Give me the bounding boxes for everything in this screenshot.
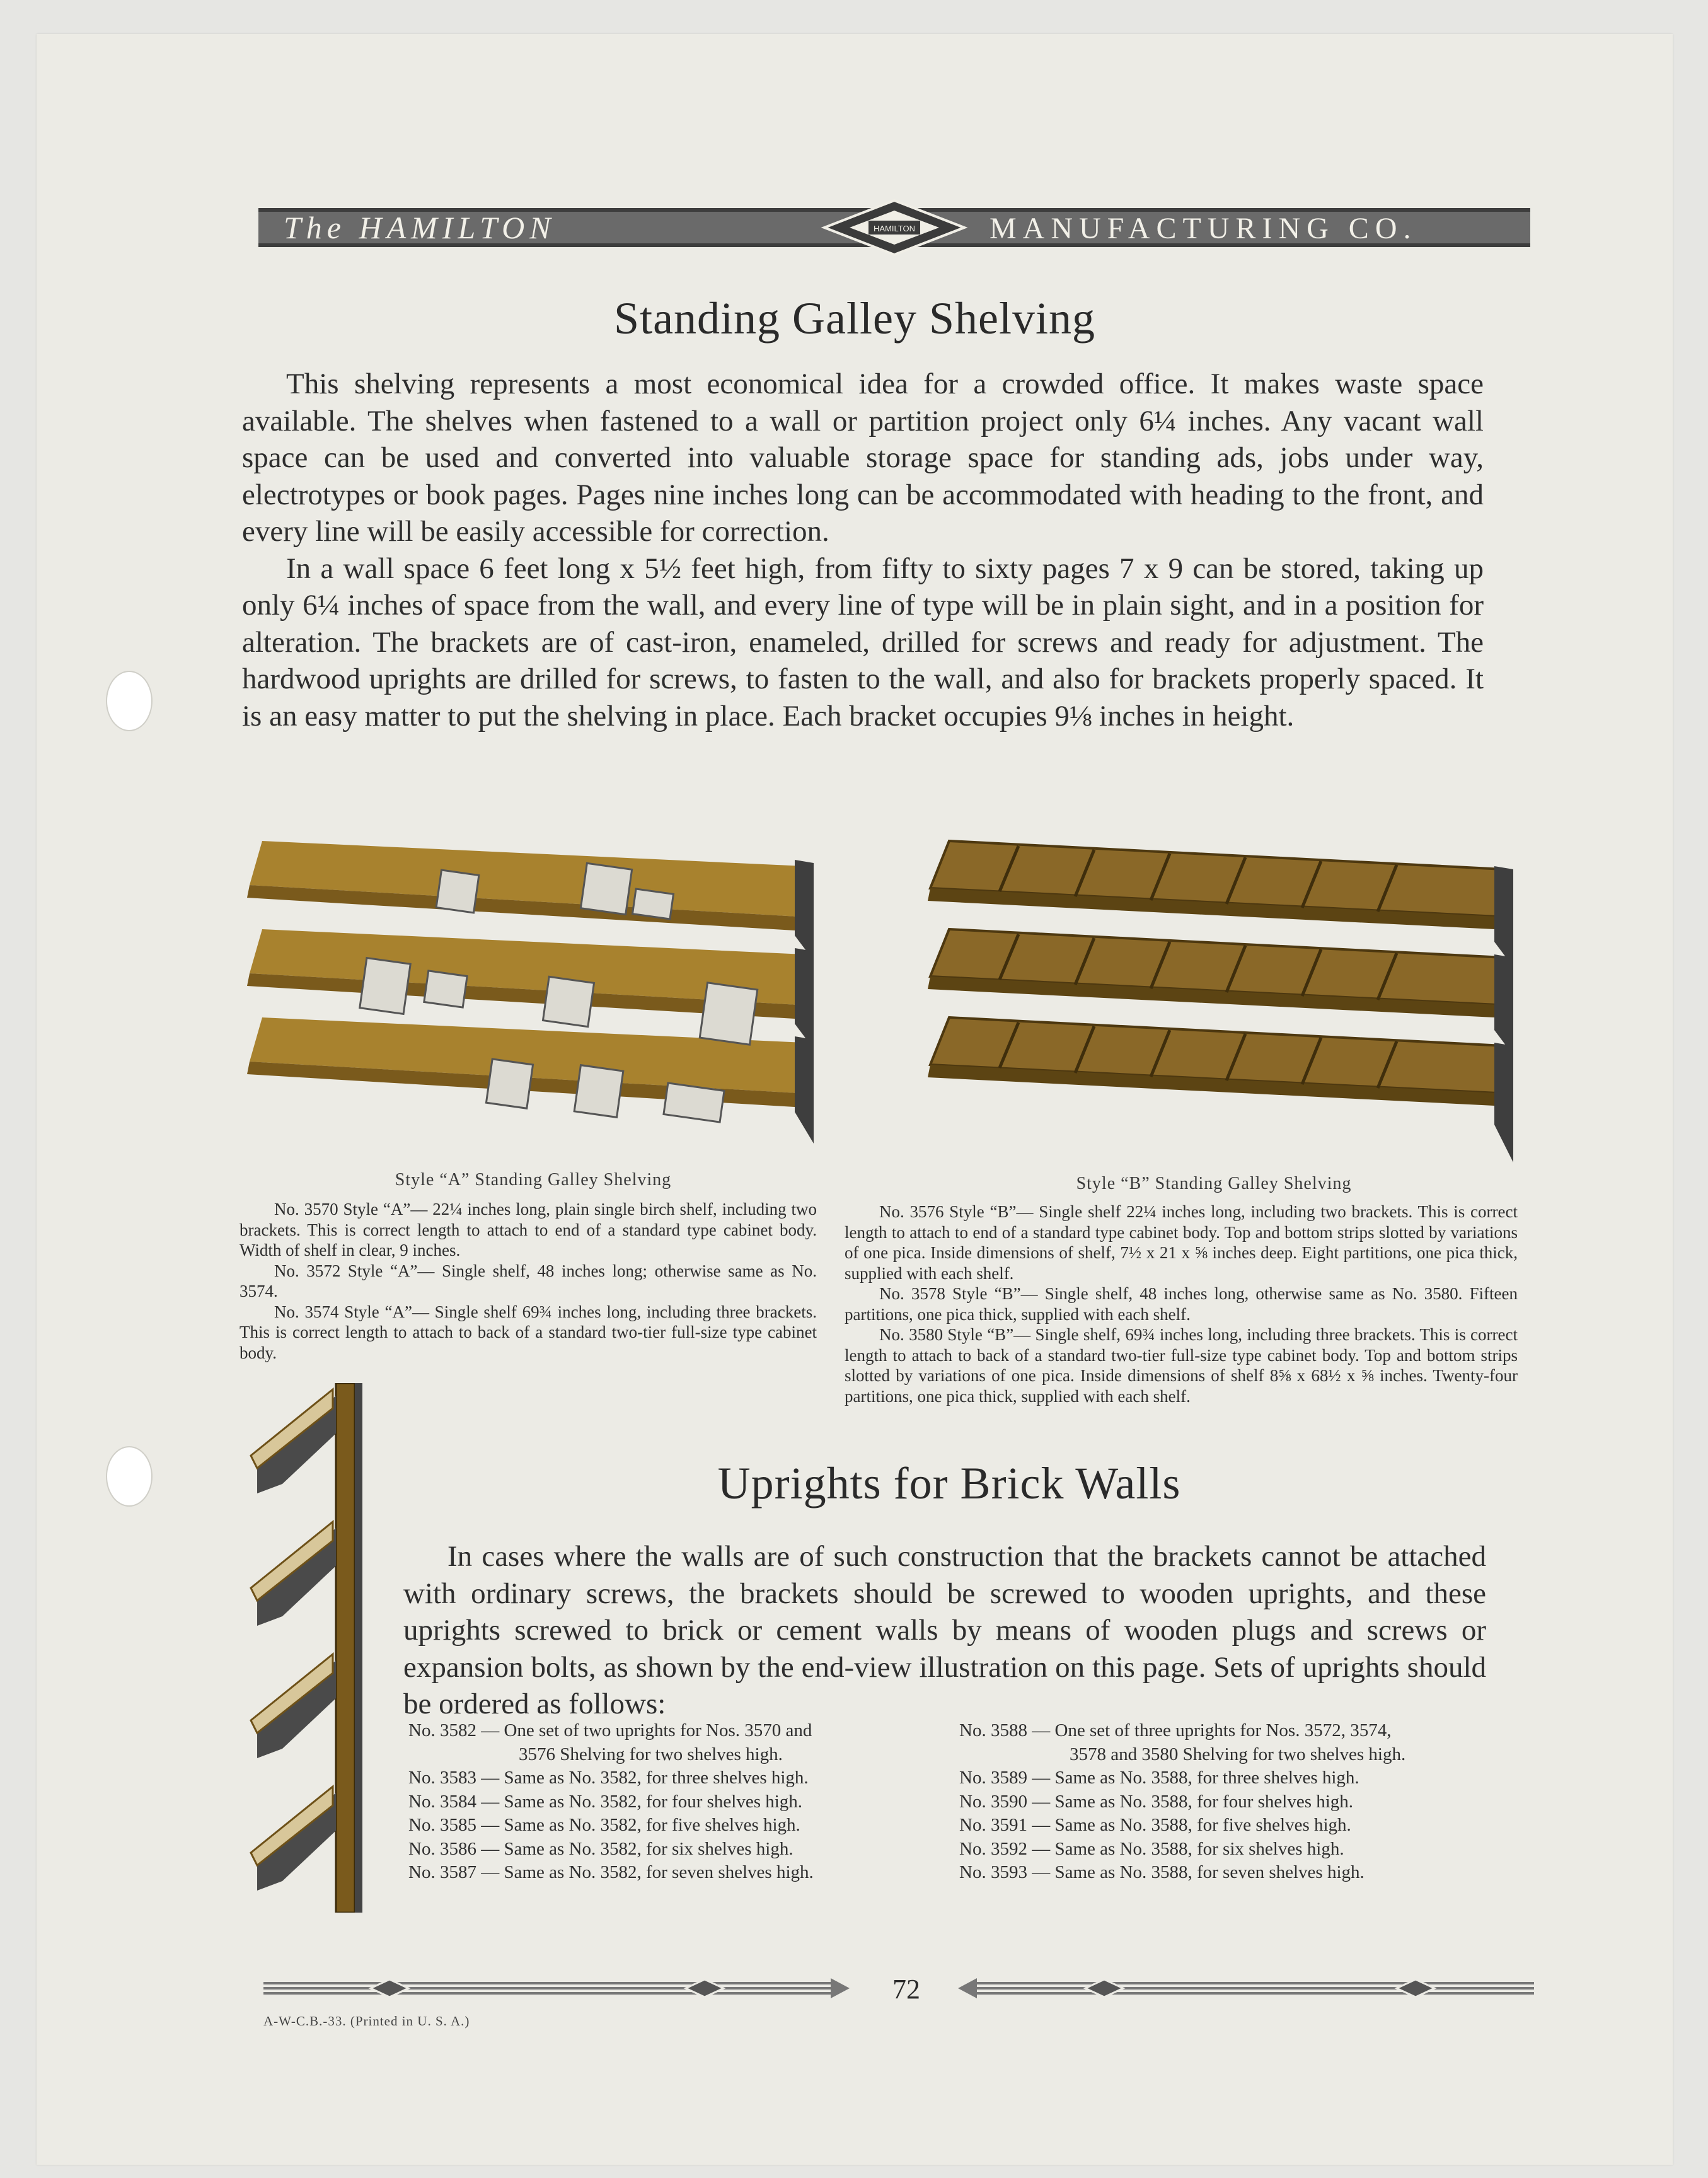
list-item: No. 3582 — One set of two uprights for Nos. 3570 and	[408, 1720, 812, 1741]
style-b-shelving-illustration	[905, 809, 1523, 1175]
page-title: Standing Galley Shelving	[614, 293, 1095, 344]
uprights-text	[403, 1538, 1486, 1723]
style-a-item-3570: No. 3570 Style “A”— 22¼ inches long, plain single birch shelf, including two brackets. This is correct length to attach to end of a standard type cabinet body. Width of shelf in clear, 9 inches.	[239, 1200, 817, 1260]
list-item: No. 3592 — Same as No. 3588, for six shelves high.	[959, 1838, 1344, 1859]
list-item: No. 3585 — Same as No. 3582, for five shelves high.	[408, 1815, 800, 1835]
list-item-continued: 3576 Shelving for two shelves high.	[519, 1744, 783, 1764]
company-banner	[258, 199, 1530, 256]
uprights-list-right	[959, 1719, 1526, 1885]
banner-text-right: MANUFACTURING CO.	[990, 212, 1417, 245]
uprights-end-view-illustration	[245, 1383, 389, 1913]
style-b-item-3580: No. 3580 Style “B”— Single shelf, 69¾ inches long, including three brackets. This is correct length to attach to back of a standard two-tier full-size type cabinet body. Top and bottom strips slotted by variations of one pica. Inside dimensions of shelf 8⅝ x 68½ x ⅝ inches. Twenty-four partitions, one pica thick, supplied with each shelf.	[845, 1325, 1518, 1406]
list-item: No. 3593 — Same as No. 3588, for seven shelves high.	[959, 1862, 1365, 1882]
catalog-page	[37, 34, 1673, 2165]
style-b-item-3576: No. 3576 Style “B”— Single shelf 22¼ inches long, including two brackets. This is correct length to attach to end of a standard type cabinet body. Top and bottom strips slotted by variations of one pica. Inside dimensions of shelf, 7½ x 21 x ⅝ inches deep. Eight partitions, one pica thick, supplied with each shelf.	[845, 1202, 1518, 1283]
style-a-item-3572: No. 3572 Style “A”— Single shelf, 48 inches long; otherwise same as No. 3574.	[239, 1261, 817, 1300]
intro-paragraph-1: This shelving represents a most economical idea for a crowded office. It makes waste space available. The shelves when fastened to a wall or partition project only 6¼ inches. Any vacant wall space can be used and converted into valuable storage space for standing ads, jobs under way, electrotypes or book pages. Pages nine inches long can be accommodated with heading to the front, and every line will be easily accessible for correction.	[242, 368, 1484, 548]
print-code: A-W-C.B.-33. (Printed in U. S. A.)	[263, 2013, 470, 2029]
binder-hole-top	[106, 671, 153, 731]
uprights-paragraph: In cases where the walls are of such construction that the brackets cannot be attached with ordinary screws, the brackets should be screwed to wooden uprights, and these uprights screwed to brick or cement walls by means of wooden plugs and screws or expansion bolts, as shown by the end-view illustration on this page. Sets of uprights should be ordered as follows:	[403, 1540, 1486, 1720]
style-a-shelving-illustration	[224, 791, 842, 1156]
list-item: No. 3586 — Same as No. 3582, for six shelves high.	[408, 1838, 793, 1859]
list-item: No. 3588 — One set of three uprights for Nos. 3572, 3574,	[959, 1720, 1392, 1741]
list-item: No. 3590 — Same as No. 3588, for four shelves high.	[959, 1791, 1354, 1812]
style-b-description	[845, 1202, 1518, 1406]
style-a-caption: Style “A” Standing Galley Shelving	[395, 1170, 672, 1190]
uprights-title: Uprights for Brick Walls	[717, 1458, 1181, 1509]
intro-text	[242, 366, 1484, 734]
footer-ornament-left	[263, 1976, 850, 2001]
page-number: 72	[892, 1974, 920, 2005]
list-item: No. 3583 — Same as No. 3582, for three shelves high.	[408, 1768, 809, 1788]
list-item: No. 3584 — Same as No. 3582, for four shelves high.	[408, 1791, 803, 1812]
style-b-caption: Style “B” Standing Galley Shelving	[1076, 1174, 1352, 1193]
footer-ornament-right	[958, 1976, 1534, 2001]
list-item: No. 3591 — Same as No. 3588, for five shelves high.	[959, 1815, 1351, 1835]
list-item: No. 3589 — Same as No. 3588, for three shelves high.	[959, 1768, 1359, 1788]
uprights-list-left	[408, 1719, 925, 1885]
style-b-item-3578: No. 3578 Style “B”— Single shelf, 48 inches long, otherwise same as No. 3580. Fifteen partitions, one pica thick, supplied with each shelf.	[845, 1284, 1518, 1324]
banner-text-left: The HAMILTON	[284, 210, 556, 245]
binder-hole-bottom	[106, 1446, 153, 1507]
list-item: No. 3587 — Same as No. 3582, for seven shelves high.	[408, 1862, 814, 1882]
intro-paragraph-2: In a wall space 6 feet long x 5½ feet high, from fifty to sixty pages 7 x 9 can be stored, taking up only 6¼ inches of space from the wall, and every line of type will be in plain sight, and in a position for alteration. The brackets are of cast-iron, enameled, drilled for screws and ready for adjustment. The hardwood uprights are drilled for screws, to fasten to the wall, and also for brackets properly spaced. It is an easy matter to put the shelving in place. Each bracket occupies 9⅛ inches in height.	[242, 552, 1484, 733]
style-a-item-3574: No. 3574 Style “A”— Single shelf 69¾ inches long, including three brackets. This is correct length to attach to back of a standard two-tier full-size type cabinet body.	[239, 1302, 817, 1362]
banner-logo-text: HAMILTON	[874, 224, 915, 233]
list-item-continued: 3578 and 3580 Shelving for two shelves high.	[1070, 1744, 1406, 1764]
style-a-description	[239, 1199, 817, 1363]
